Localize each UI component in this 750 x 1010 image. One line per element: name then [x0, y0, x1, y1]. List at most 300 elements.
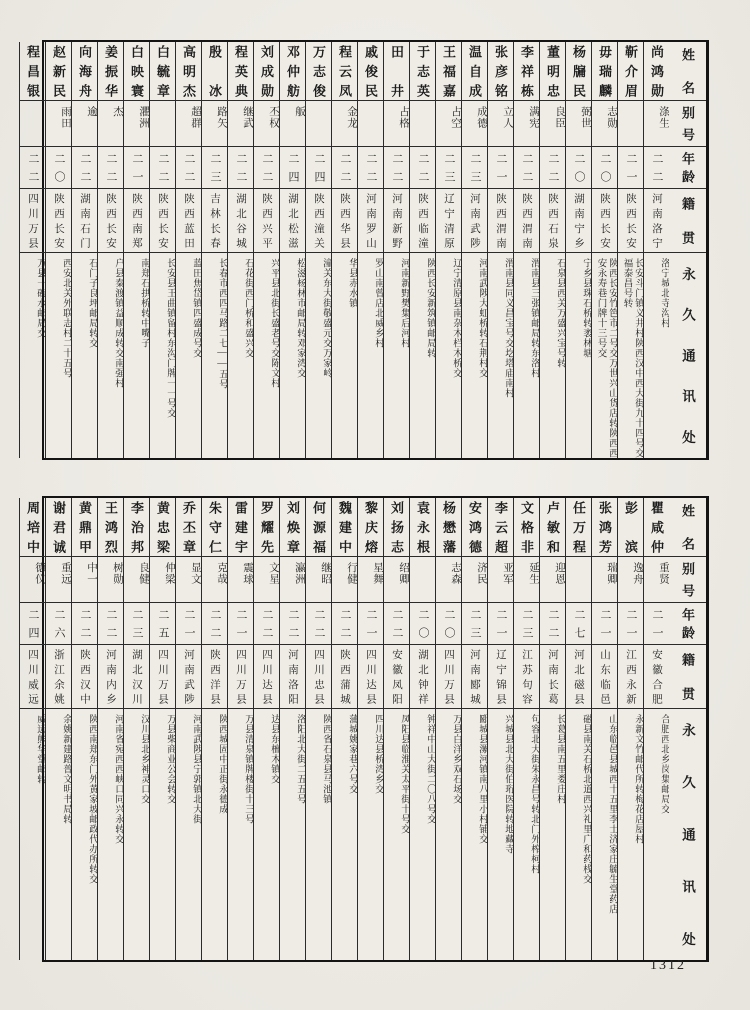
entry-name: 万志俊 — [311, 45, 326, 97]
entry-age: 二二 — [72, 146, 97, 188]
entry-address: 华县赤水镇 — [332, 252, 357, 458]
entry-alias: 丕权 — [254, 100, 279, 146]
entry-address: 长春市西四马路二七——五号 — [202, 252, 227, 458]
entry-alias: 灈洲 — [124, 100, 149, 146]
entry-origin: 河南罗山 — [358, 188, 383, 252]
entry-age: 二二 — [306, 602, 331, 644]
directory-entry-column — [175, 42, 201, 458]
entry-age: 二二 — [98, 602, 123, 644]
entry-name: 魏建中 — [337, 501, 352, 553]
entry-age: 二一 — [488, 602, 513, 644]
entry-age: 二二 — [280, 602, 305, 644]
entry-address: 辽宁清原县南杂木栏木桥交 — [436, 252, 461, 458]
entry-alias: 继武 — [228, 100, 253, 146]
entry-age: 二二 — [254, 146, 279, 188]
entry-name: 刘焕章 — [285, 501, 300, 553]
entry-alias: 济民 — [462, 556, 487, 602]
entry-age: 二二 — [202, 602, 227, 644]
entry-address: 磁县南关石桥北道西兴礼里广和药栈交 — [566, 708, 591, 960]
entry-name: 杨懋藩 — [441, 501, 456, 553]
entry-age: 二三 — [202, 146, 227, 188]
entry-alias: 德仪 — [20, 556, 45, 602]
directory-entry-column — [123, 42, 149, 458]
entry-address: 渭南县同义昌宝号交圪塔庙南村 — [488, 252, 513, 458]
entry-address: 南郑石拱桥转中嘴子 — [124, 252, 149, 458]
directory-entry-column — [253, 498, 279, 960]
entry-alias: 树勋 — [98, 556, 123, 602]
entry-address: 句容北大街朱永昌号转北门外榨柯村 — [514, 708, 539, 960]
entry-age: 二〇 — [592, 146, 617, 188]
entry-origin: 河南武陟 — [462, 188, 487, 252]
entry-origin: 陕西渭南 — [488, 188, 513, 252]
entry-alias: 逾 — [72, 100, 97, 146]
entry-alias: 瀛洲 — [280, 556, 305, 602]
entry-alias: 瑞卿 — [592, 556, 617, 602]
entry-origin: 河南洛阳 — [280, 644, 305, 708]
entry-alias: 星舞 — [358, 556, 383, 602]
directory-entry-column — [409, 42, 435, 458]
entry-alias: 杰 — [98, 100, 123, 146]
entry-alias: 占格 — [384, 100, 409, 146]
entry-age: 二一 — [124, 146, 149, 188]
entry-address: 达县东檀木镇交 — [254, 708, 279, 960]
entry-name: 何源福 — [311, 501, 326, 553]
entry-name: 殷冰 — [207, 45, 222, 97]
entry-address: 郾城县漯河镇南八里小村铺交 — [462, 708, 487, 960]
directory-entry-column — [357, 498, 383, 960]
entry-age: 二二 — [644, 146, 669, 188]
entry-age: 二一 — [358, 602, 383, 644]
entry-address: 石花街西门桥和盛兴交 — [228, 252, 253, 458]
entry-address: 兴平县北街长盛老号交陈文村 — [254, 252, 279, 458]
directory-entry-column — [19, 42, 45, 458]
directory-entry-column — [565, 498, 591, 960]
directory-entry-column — [201, 498, 227, 960]
entry-origin: 陕西兴平 — [254, 188, 279, 252]
entry-age: 二一 — [592, 602, 617, 644]
entry-alias: 超群 — [176, 100, 201, 146]
directory-entry-column — [513, 42, 539, 458]
entry-address: 长安斗门镇义井村陕西汉中西大街九十四号交福泰昌号转 — [618, 252, 643, 458]
entry-origin: 陕西南郑 — [124, 188, 149, 252]
entry-alias: 逸舟 — [618, 556, 643, 602]
entry-name: 毋瑞麟 — [597, 45, 612, 97]
entry-age: 二一 — [176, 602, 201, 644]
entry-name: 高明杰 — [181, 45, 196, 97]
entry-origin: 四川威远 — [20, 644, 45, 708]
entry-origin: 陕西洋县 — [202, 644, 227, 708]
entry-origin: 陕西长安 — [46, 188, 71, 252]
entry-age: 二一 — [228, 602, 253, 644]
entry-age: 二〇 — [46, 146, 71, 188]
entry-name: 白毓章 — [155, 45, 170, 97]
entry-age: 二一 — [618, 146, 643, 188]
directory-entry-column — [383, 42, 409, 458]
entry-age: 二二 — [514, 146, 539, 188]
entry-age: 二三 — [514, 602, 539, 644]
entry-name: 黄鼎甲 — [77, 501, 92, 553]
entry-alias: 中一 — [72, 556, 97, 602]
directory-entry-column — [461, 42, 487, 458]
directory-entry-column — [175, 498, 201, 960]
entry-origin: 河南内乡 — [98, 644, 123, 708]
directory-entry-column — [591, 42, 617, 458]
entry-alias — [618, 100, 643, 146]
entry-origin: 四川万县 — [20, 188, 45, 252]
entry-origin: 山东临邑 — [592, 644, 617, 708]
directory-entry-column — [331, 42, 357, 458]
entry-name: 谢君诚 — [51, 501, 66, 553]
directory-entry-column — [591, 498, 617, 960]
entry-address: 渭南县三张镇邮局转东洛村 — [514, 252, 539, 458]
directory-entry-column — [97, 42, 123, 458]
entry-address: 河南武陟县宁郭镇北大街 — [176, 708, 201, 960]
entry-age: 二二 — [176, 146, 201, 188]
directory-entry-column — [123, 498, 149, 960]
entry-origin: 湖南石门 — [72, 188, 97, 252]
entry-age: 二〇 — [436, 602, 461, 644]
entry-name: 瞿咸仲 — [649, 501, 664, 553]
entry-address: 钟祥中山大街二〇八号交 — [410, 708, 435, 960]
entry-age: 二一 — [488, 146, 513, 188]
entry-address: 洛阳北大街二五五号 — [280, 708, 305, 960]
entry-address: 河南武陟大虹桥转石荆村交 — [462, 252, 487, 458]
entry-name: 向海舟 — [77, 45, 92, 97]
entry-origin: 江西永新 — [618, 644, 643, 708]
directory-entry-column — [539, 498, 565, 960]
entry-address: 西安北关外联志村二十五号 — [46, 252, 71, 458]
directory-entry-column — [617, 42, 643, 458]
entry-name: 周培中 — [25, 501, 40, 553]
entry-name: 文格非 — [519, 501, 534, 553]
entry-address: 陕西省石泉县马池镇 — [306, 708, 331, 960]
entry-name: 雷建宇 — [233, 501, 248, 553]
entry-origin: 陕西长安 — [618, 188, 643, 252]
directory-entry-column — [487, 498, 513, 960]
header-origin: 籍贯 — [669, 188, 706, 252]
entry-age: 二二 — [98, 146, 123, 188]
entry-alias: 满宪 — [514, 100, 539, 146]
entry-origin: 河北磁县 — [566, 644, 591, 708]
entry-alias: 志勋 — [592, 100, 617, 146]
entry-age: 二二 — [410, 146, 435, 188]
page-number: 1312 — [650, 958, 686, 973]
entry-name: 尚鸿勋 — [649, 45, 664, 97]
header-address: 永久通讯处 — [669, 708, 706, 960]
directory-entry-column — [305, 498, 331, 960]
entry-origin: 河南长葛 — [540, 644, 565, 708]
entry-origin: 陕西潼关 — [306, 188, 331, 252]
entry-alias: 良臣 — [540, 100, 565, 146]
entry-alias: 仲梁 — [150, 556, 175, 602]
entry-address: 河南新野樊集后河村 — [384, 252, 409, 458]
entry-age: 二二 — [72, 602, 97, 644]
entry-origin: 辽宁锦县 — [488, 644, 513, 708]
entry-name: 黎庆熔 — [363, 501, 378, 553]
entry-address: 四川达县桥湾乡交 — [358, 708, 383, 960]
entry-age: 二四 — [20, 602, 45, 644]
entry-name: 刘扬志 — [389, 501, 404, 553]
entry-alias: 路矢 — [202, 100, 227, 146]
entry-address: 陕西城固中正街永德成 — [202, 708, 227, 960]
entry-alias — [410, 100, 435, 146]
entry-address: 潼关东大街敬盛元交万家岭 — [306, 252, 331, 458]
entry-address: 山东临邑县城西十五里李士济家庄毓生堂药店 — [592, 708, 617, 960]
entry-address: 合肥西北乡岗集邮局交 — [644, 708, 669, 960]
entry-alias: 立人 — [488, 100, 513, 146]
entry-name: 程昌银 — [25, 45, 40, 97]
entry-alias: 延生 — [514, 556, 539, 602]
entry-address: 松滋杨林市邮局转邓家湾交 — [280, 252, 305, 458]
entry-address: 宁乡县珠石桥转袤林塘 — [566, 252, 591, 458]
directory-entry-column — [539, 42, 565, 458]
directory-entry-column — [19, 498, 45, 960]
directory-entry-column — [643, 498, 669, 960]
entry-address: 石门子良坪邮局转交 — [72, 252, 97, 458]
directory-entry-column — [201, 42, 227, 458]
entry-address: 罗山南曾店北威乡村 — [358, 252, 383, 458]
entry-age: 二三 — [462, 146, 487, 188]
directory-entry-column — [305, 42, 331, 458]
entry-alias — [566, 556, 591, 602]
entry-age: 二六 — [46, 602, 71, 644]
entry-name: 朱守仁 — [207, 501, 222, 553]
header-alias: 别号 — [669, 556, 706, 602]
entry-address: 户县秦渡镇益顺成转交南强村 — [98, 252, 123, 458]
entry-address: 万县柴商业公会转交 — [150, 708, 175, 960]
entry-age: 二四 — [306, 146, 331, 188]
entry-address: 威远熊华堂邮转 — [20, 708, 45, 960]
entry-name: 董明忠 — [545, 45, 560, 97]
entry-age: 二二 — [332, 602, 357, 644]
entry-age: 二二 — [150, 146, 175, 188]
entry-age: 二四 — [280, 146, 305, 188]
entry-age: 二一 — [644, 602, 669, 644]
entry-alias — [20, 100, 45, 146]
entry-alias: 弼世 — [566, 100, 591, 146]
entry-alias: 舨 — [280, 100, 305, 146]
entry-origin: 浙江余姚 — [46, 644, 71, 708]
header-age: 年龄 — [669, 602, 706, 644]
entry-alias — [358, 100, 383, 146]
entry-address: 蒲城姚家巷六号交 — [332, 708, 357, 960]
entry-name: 杨牖民 — [571, 45, 586, 97]
entry-origin: 四川达县 — [358, 644, 383, 708]
directory-entry-column — [227, 498, 253, 960]
entry-origin: 陕西汉中 — [72, 644, 97, 708]
directory-entry-column — [357, 42, 383, 458]
directory-entry-column — [71, 42, 97, 458]
entry-age: 二二 — [20, 146, 45, 188]
entry-address: 长葛县南五里娄庄村 — [540, 708, 565, 960]
entry-alias: 志森 — [436, 556, 461, 602]
directory-entry-column — [487, 42, 513, 458]
entry-name: 袁永根 — [415, 501, 430, 553]
entry-origin: 江苏句容 — [514, 644, 539, 708]
entry-age: 二二 — [540, 146, 565, 188]
entry-age: 二三 — [124, 602, 149, 644]
entry-alias: 亚军 — [488, 556, 513, 602]
entry-address: 永新文竹邮代所转梅花店屋村 — [618, 708, 643, 960]
entry-origin: 河南洛宁 — [644, 188, 669, 252]
entry-origin: 陕西蒲城 — [332, 644, 357, 708]
entry-name: 安鸿德 — [467, 501, 482, 553]
entry-name: 卢敏和 — [545, 501, 560, 553]
directory-entry-column — [279, 42, 305, 458]
directory-entry-column — [149, 42, 175, 458]
entry-origin: 辽宁清原 — [436, 188, 461, 252]
directory-entry-column — [71, 498, 97, 960]
entry-origin: 河南郾城 — [462, 644, 487, 708]
entry-origin: 四川万县 — [150, 644, 175, 708]
entry-age: 二〇 — [566, 146, 591, 188]
entry-origin: 湖北谷城 — [228, 188, 253, 252]
header-address: 永久通讯处 — [669, 252, 706, 458]
entry-name: 白映寰 — [129, 45, 144, 97]
entry-name: 温自成 — [467, 45, 482, 97]
entry-name: 靳介眉 — [623, 45, 638, 97]
entry-age: 二一 — [618, 602, 643, 644]
entry-name: 乔丕章 — [181, 501, 196, 553]
header-name: 姓名 — [680, 48, 695, 94]
directory-entry-column — [435, 498, 461, 960]
entry-name: 赵新民 — [51, 45, 66, 97]
entry-name: 田井 — [389, 45, 404, 97]
entry-address: 万县白洋乡双石场交 — [436, 708, 461, 960]
entry-origin: 四川忠县 — [306, 644, 331, 708]
entry-address: 石泉县西关万盛兴宝号转 — [540, 252, 565, 458]
directory-entry-column — [409, 498, 435, 960]
entry-alias: 涤生 — [644, 100, 669, 146]
entry-age: 二〇 — [410, 602, 435, 644]
entry-origin: 陕西蓝田 — [176, 188, 201, 252]
entry-alias: 克哉 — [202, 556, 227, 602]
entry-name: 罗耀先 — [259, 501, 274, 553]
directory-entry-column — [149, 498, 175, 960]
entry-name: 程云凤 — [337, 45, 352, 97]
directory-entry-column — [617, 498, 643, 960]
directory-table-top — [25, 40, 709, 460]
entry-address: 蓝田焦岱镇四盛成号交 — [176, 252, 201, 458]
entry-alias: 文星 — [254, 556, 279, 602]
entry-origin: 吉林长春 — [202, 188, 227, 252]
entry-age: 二三 — [436, 146, 461, 188]
entry-name: 于志英 — [415, 45, 430, 97]
entry-address: 凤阳县临淮关太平街十号交 — [384, 708, 409, 960]
directory-entry-column — [227, 42, 253, 458]
entry-address: 长安县王曲镇留村东沟门牌一一号交 — [150, 252, 175, 458]
entry-origin: 河南新野 — [384, 188, 409, 252]
directory-entry-column — [513, 498, 539, 960]
entry-origin: 陕西长安 — [150, 188, 175, 252]
directory-entry-column — [383, 498, 409, 960]
entry-alias: 良健 — [124, 556, 149, 602]
entry-address: 兴城县北大街伯珩医院转地藏寺 — [488, 708, 513, 960]
directory-entry-column — [461, 498, 487, 960]
entry-name: 王福嘉 — [441, 45, 456, 97]
entry-alias: 金龙 — [332, 100, 357, 146]
entry-origin: 湖北钟祥 — [410, 644, 435, 708]
entry-origin: 湖南宁乡 — [566, 188, 591, 252]
entry-alias — [306, 100, 331, 146]
directory-entry-column — [279, 498, 305, 960]
entry-origin: 湖北汉川 — [124, 644, 149, 708]
entry-name: 程英典 — [233, 45, 248, 97]
entry-address: 河南省宛西西峡口同兴永转交 — [98, 708, 123, 960]
entry-age: 二五 — [150, 602, 175, 644]
entry-origin: 陕西长安 — [592, 188, 617, 252]
entry-name: 邓仲舫 — [285, 45, 300, 97]
entry-name: 李治邦 — [129, 501, 144, 553]
entry-name: 李祥栋 — [519, 45, 534, 97]
header-name: 姓名 — [680, 504, 695, 550]
entry-name: 姜振华 — [103, 45, 118, 97]
directory-entry-column — [253, 42, 279, 458]
entry-alias: 占空 — [436, 100, 461, 146]
header-alias: 别号 — [669, 100, 706, 146]
entry-name: 戚俊民 — [363, 45, 378, 97]
entry-age: 二三 — [462, 602, 487, 644]
entry-origin: 陕西临潼 — [410, 188, 435, 252]
directory-entry-column — [45, 498, 71, 960]
entry-address: 陕西长安竹笆市二号交万世兴山货店转陕西西安永寿巷门牌十三号交 — [592, 252, 617, 458]
directory-entry-column — [565, 42, 591, 458]
entry-origin: 陕西华县 — [332, 188, 357, 252]
entry-alias: 显文 — [176, 556, 201, 602]
table-header-column — [669, 498, 707, 960]
entry-alias: 迎恩 — [540, 556, 565, 602]
header-age: 年龄 — [669, 146, 706, 188]
directory-entry-column — [643, 42, 669, 458]
entry-alias: 继昭 — [306, 556, 331, 602]
entry-alias — [410, 556, 435, 602]
entry-origin: 陕西长安 — [98, 188, 123, 252]
entry-address: 洛宁城北寺沟村 — [644, 252, 669, 458]
directory-entry-column — [435, 42, 461, 458]
entry-name: 张鸿芳 — [597, 501, 612, 553]
directory-entry-column — [45, 42, 71, 458]
entry-origin: 四川万县 — [228, 644, 253, 708]
entry-origin: 四川达县 — [254, 644, 279, 708]
entry-age: 二二 — [540, 602, 565, 644]
entry-origin: 陕西渭南 — [514, 188, 539, 252]
entry-age: 二二 — [332, 146, 357, 188]
entry-alias — [150, 100, 175, 146]
entry-origin: 湖北松滋 — [280, 188, 305, 252]
entry-age: 二二 — [384, 602, 409, 644]
entry-address: 汉川县北乡神灵口交 — [124, 708, 149, 960]
entry-name: 张彦铭 — [493, 45, 508, 97]
entry-name: 任万程 — [571, 501, 586, 553]
entry-name: 黄忠梁 — [155, 501, 170, 553]
entry-address: 陕西长安新筑镇邮局转 — [410, 252, 435, 458]
entry-address: 余姚新建路普文明书局转 — [46, 708, 71, 960]
entry-alias: 成德 — [462, 100, 487, 146]
entry-alias: 雨田 — [46, 100, 71, 146]
entry-origin: 陕西石泉 — [540, 188, 565, 252]
directory-entry-column — [331, 498, 357, 960]
table-header-column — [669, 42, 707, 458]
entry-name: 彭滨 — [623, 501, 638, 553]
entry-origin: 安徽凤阳 — [384, 644, 409, 708]
entry-age: 二二 — [384, 146, 409, 188]
entry-alias: 绍卿 — [384, 556, 409, 602]
entry-address: 万县清泉镇牌楼街十三号 — [228, 708, 253, 960]
entry-name: 李云超 — [493, 501, 508, 553]
entry-alias: 震球 — [228, 556, 253, 602]
entry-name: 刘成勋 — [259, 45, 274, 97]
entry-age: 二二 — [228, 146, 253, 188]
